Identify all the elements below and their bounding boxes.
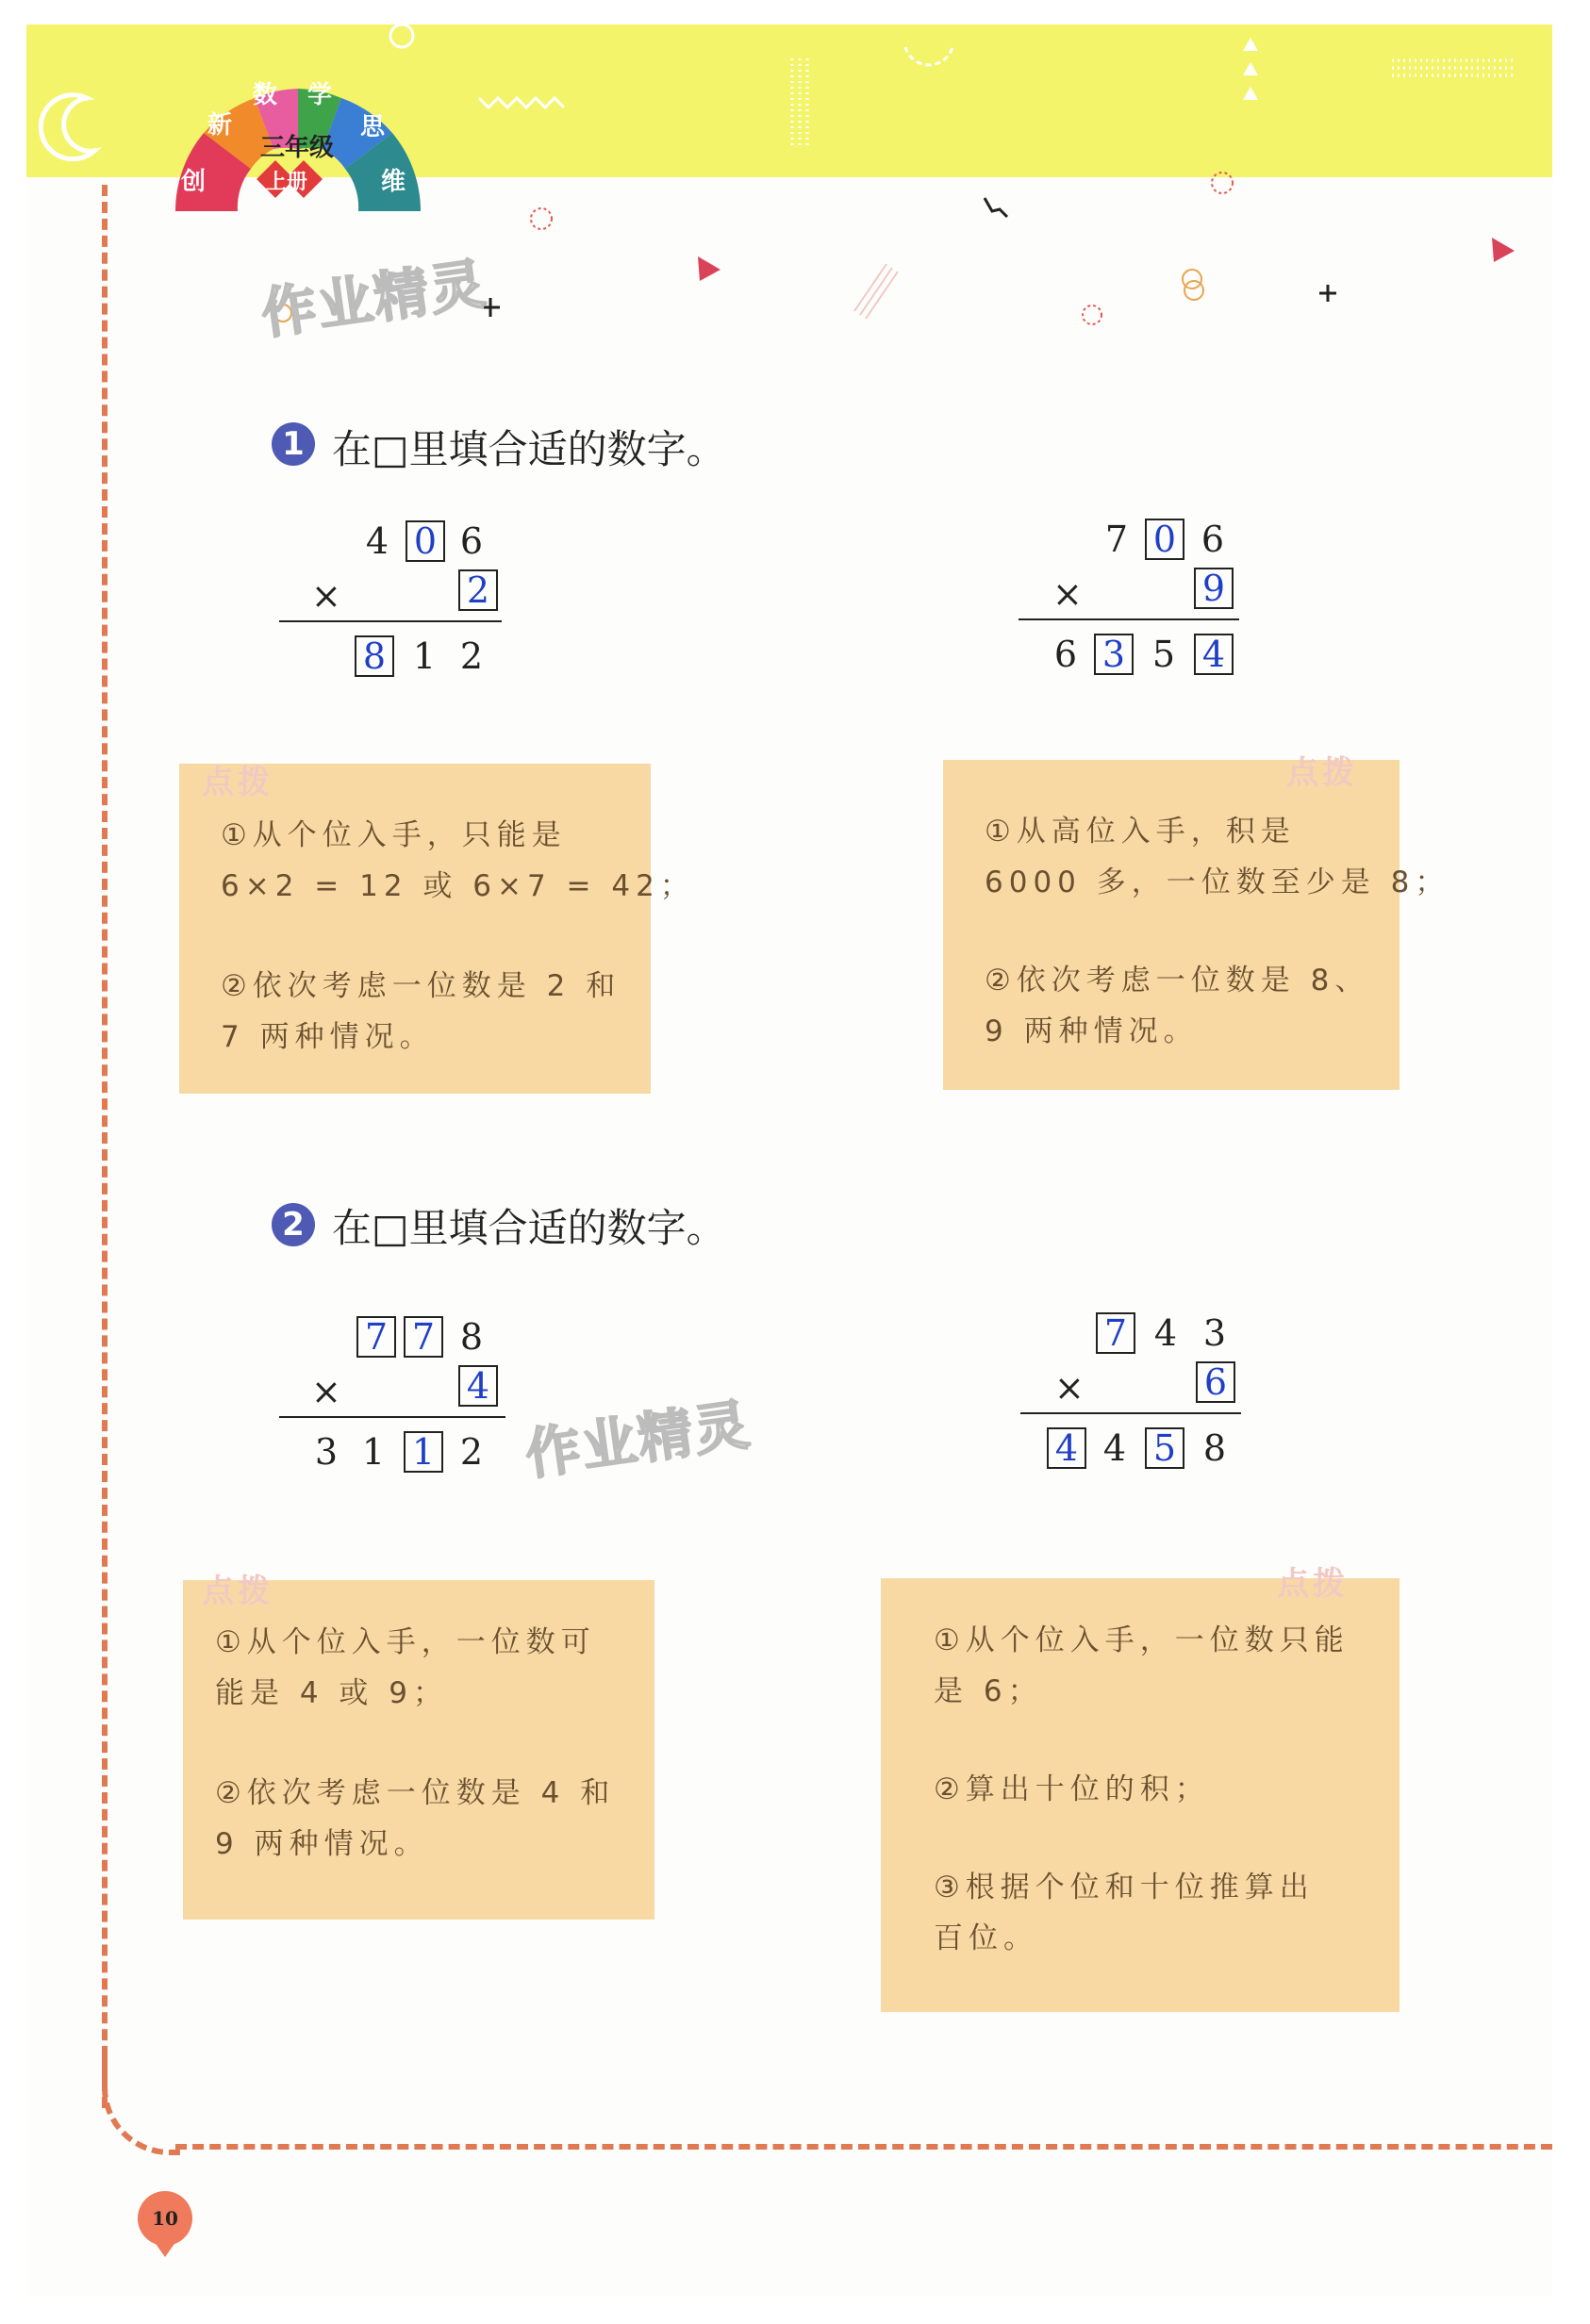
tip-line: 9 两种情况。 — [985, 1014, 1199, 1048]
volume-label: 上册 — [266, 171, 308, 194]
logo-char: 创 — [181, 168, 207, 196]
zigzag-icon — [479, 98, 564, 107]
calculation — [1020, 1312, 1266, 1473]
digit: 4 — [1153, 1312, 1178, 1354]
watermark: 作业精灵 — [522, 1392, 755, 1488]
answer-box: 3 — [1094, 634, 1134, 675]
tip-line: ①从个位入手，只能是 — [221, 818, 567, 852]
logo-char: 维 — [381, 168, 406, 196]
page-border-bottom — [175, 2144, 1552, 2150]
tip-title: 点拨 — [202, 1573, 273, 1610]
digit: 1 — [412, 635, 437, 677]
logo-char: 思 — [360, 113, 386, 141]
answer-box: 1 — [404, 1431, 443, 1473]
digit: 8 — [459, 1316, 484, 1358]
page-border-left — [102, 185, 108, 2108]
calc-line — [279, 1416, 505, 1418]
tip-line: 能是 4 或 9； — [215, 1676, 449, 1710]
answer-box: 0 — [1145, 519, 1184, 560]
grade-label: 三年级 — [260, 134, 335, 162]
multiply-sign: × — [311, 1371, 341, 1412]
answer-box: 6 — [1196, 1361, 1235, 1403]
digit: 6 — [1201, 519, 1225, 560]
question-prompt: 在□里填合适的数字。 — [332, 426, 726, 472]
answer-box: 8 — [355, 635, 394, 677]
question-number: 1 — [272, 422, 315, 466]
logo-char: 新 — [207, 111, 233, 140]
tip-card — [943, 754, 1450, 1090]
multiply-sign: × — [1054, 1367, 1085, 1409]
digit: 7 — [1104, 519, 1129, 560]
digit: 2 — [459, 1431, 484, 1473]
digit: 3 — [1202, 1312, 1227, 1354]
calculation — [279, 520, 524, 681]
answer-box: 9 — [1194, 568, 1234, 609]
tip-line: 6×2 = 12 或 6×7 = 42； — [221, 869, 695, 903]
answer-box: 4 — [1194, 634, 1234, 675]
tip-line: 百位。 — [934, 1921, 1038, 1955]
digit: 6 — [1053, 634, 1078, 675]
tip-line: 7 两种情况。 — [221, 1020, 435, 1054]
digit: 5 — [1151, 634, 1176, 675]
answer-box: 2 — [458, 569, 498, 611]
tip-line: 是 6； — [934, 1674, 1043, 1708]
tip-line: ①从个位入手，一位数只能 — [934, 1624, 1350, 1657]
calculation — [279, 1316, 524, 1476]
tip-line: ②算出十位的积； — [934, 1772, 1210, 1806]
multiply-sign: × — [1052, 573, 1083, 615]
digit: 4 — [1102, 1427, 1127, 1469]
tip-card — [183, 1573, 654, 1920]
tip-title: 点拨 — [202, 764, 273, 801]
answer-box: 7 — [404, 1316, 443, 1358]
tip-line: 9 两种情况。 — [215, 1827, 429, 1861]
answer-box: 4 — [1047, 1427, 1086, 1469]
digit: 2 — [459, 635, 484, 677]
tip-line: 6000 多，一位数至少是 8； — [985, 865, 1450, 899]
answer-box: 4 — [458, 1365, 498, 1407]
calc-line — [279, 620, 502, 622]
watermark: 作业精灵 — [257, 251, 491, 347]
digit: 8 — [1202, 1427, 1227, 1469]
digit: 3 — [314, 1431, 339, 1473]
answer-box: 5 — [1145, 1427, 1184, 1469]
tip-line: ①从高位入手，积是 — [985, 815, 1296, 849]
digit: 1 — [361, 1431, 386, 1473]
answer-box: 7 — [356, 1316, 396, 1358]
tip-line: ②依次考虑一位数是 8、 — [985, 964, 1370, 997]
tip-card — [179, 764, 695, 1094]
logo-char: 数 — [253, 81, 278, 109]
moon-icon — [41, 95, 94, 159]
digit: 4 — [365, 520, 389, 562]
calc-line — [1019, 618, 1239, 620]
question-number: 2 — [272, 1203, 315, 1246]
answer-box: 7 — [1096, 1312, 1135, 1354]
digit: 6 — [459, 520, 484, 562]
logo-char: 学 — [307, 81, 333, 109]
multiply-sign: × — [311, 575, 341, 617]
tip-line: ②依次考虑一位数是 4 和 — [215, 1776, 616, 1810]
calculation — [1019, 519, 1264, 679]
tip-line: ②依次考虑一位数是 2 和 — [221, 969, 621, 1003]
tip-title: 点拨 — [1286, 754, 1358, 792]
tip-card — [881, 1565, 1400, 2012]
tip-title: 点拨 — [1277, 1565, 1349, 1603]
tip-line: ①从个位入手，一位数可 — [215, 1625, 596, 1659]
triangle-icon — [698, 256, 720, 281]
tip-line: ③根据个位和十位推算出 — [934, 1871, 1315, 1904]
calc-line — [1020, 1412, 1241, 1414]
question-prompt: 在□里填合适的数字。 — [332, 1205, 726, 1251]
page-number: 10 — [138, 2191, 192, 2246]
answer-box: 0 — [406, 520, 445, 562]
